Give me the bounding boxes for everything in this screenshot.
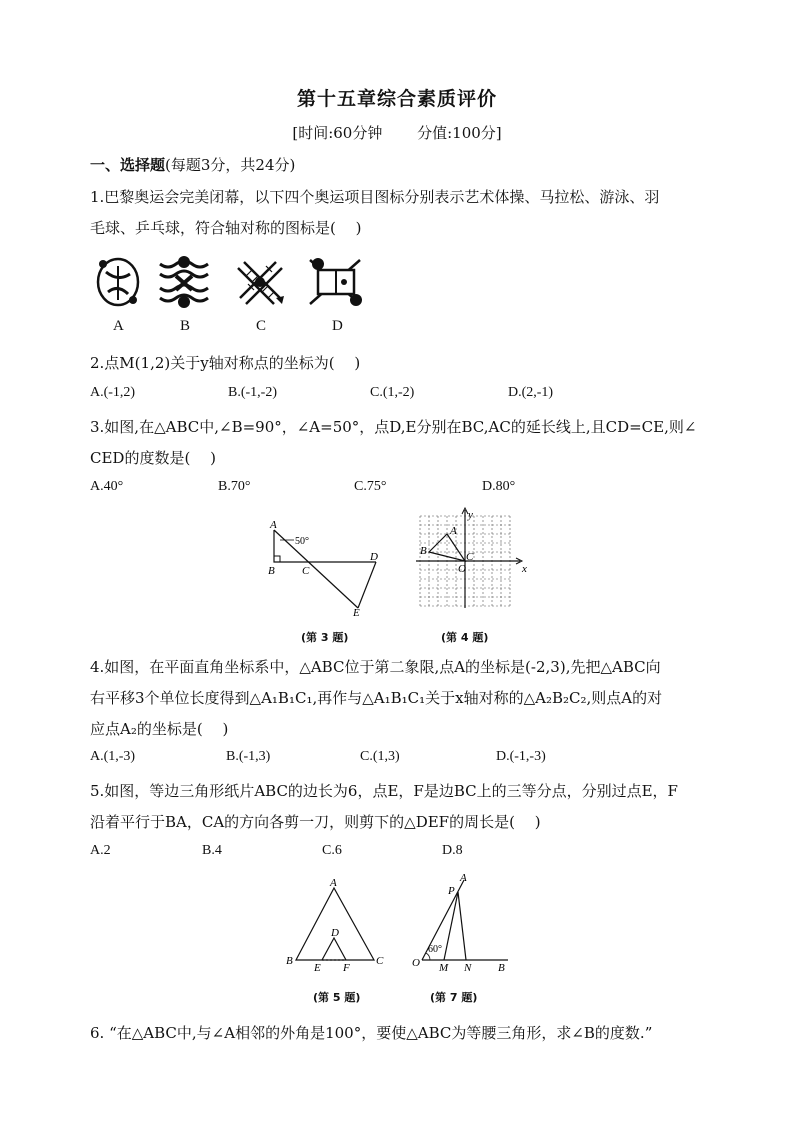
- q1-icon-a-gymnastics: [94, 254, 142, 310]
- fig3-label-a: A: [270, 519, 277, 531]
- exam-info: [时间:60分钟 分值:100分]: [292, 124, 502, 142]
- q6-text: 6. “在△ABC中,与∠A相邻的外角是100°，要使△ABC为等腰三角形，求∠B的度数.”: [90, 1024, 653, 1042]
- fig5-label-b: B: [286, 955, 293, 967]
- section-note: (每题3分，共24分): [165, 156, 296, 174]
- fig7-label-p: P: [448, 885, 455, 897]
- q2-option-c: C.(1,-2): [370, 385, 415, 400]
- fig4-label-b: B: [420, 545, 427, 557]
- fig3-label-d: D: [370, 551, 378, 563]
- fig4-label-x: x: [522, 563, 527, 575]
- fig7-caption: (第 7 题): [430, 991, 478, 1004]
- fig5-label-c: C: [376, 955, 384, 967]
- q1-icon-label-c: C: [256, 318, 267, 334]
- q2-option-a: A.(-1,2): [90, 385, 136, 400]
- q3-option-b: B.70°: [218, 479, 251, 494]
- fig5-label-d: D: [331, 927, 339, 939]
- q5-text-line1: 5.如图，等边三角形纸片ABC的边长为6，点E，F是边BC上的三等分点，分别过点E，F: [90, 782, 678, 800]
- q5-option-b: B.4: [202, 843, 222, 858]
- q1-icon-b-marathon: [158, 254, 210, 310]
- fig7-label-a: A: [460, 872, 467, 884]
- figure-4-grid: [410, 508, 528, 612]
- page-title: 第十五章综合素质评价: [296, 88, 497, 110]
- q3-text-line2: CED的度数是( ): [90, 449, 216, 467]
- q2-text: 2.点M(1,2)关于y轴对称点的坐标为( ): [90, 354, 361, 372]
- q2-option-b: B.(-1,-2): [228, 385, 277, 400]
- fig3-label-b: B: [268, 565, 275, 577]
- q5-text-line2: 沿着平行于BA，CA的方向各剪一刀，则剪下的△DEF的周长是( ): [90, 813, 541, 831]
- fig4-label-y: y: [468, 509, 473, 521]
- q4-option-b: B.(-1,3): [226, 749, 271, 764]
- q1-text-line2: 毛球、乒乓球，符合轴对称的图标是( ): [90, 219, 362, 237]
- q3-option-a: A.40°: [90, 479, 124, 494]
- q4-option-c: C.(1,3): [360, 749, 400, 764]
- q1-icon-label-b: B: [180, 318, 191, 334]
- figure-7-angle: [408, 872, 520, 972]
- q1-icon-c-swimming: [232, 254, 288, 310]
- q5-option-c: C.6: [322, 843, 342, 858]
- fig5-caption: (第 5 题): [313, 991, 361, 1004]
- fig4-label-a: A: [450, 525, 457, 537]
- q4-option-d: D.(-1,-3): [496, 749, 546, 764]
- fig5-label-e: E: [314, 962, 321, 974]
- fig5-label-a: A: [330, 877, 337, 889]
- fig3-label-e: E: [353, 607, 360, 619]
- q4-text-line2: 右平移3个单位长度得到△A₁B₁C₁,再作与△A₁B₁C₁关于x轴对称的△A₂B₂C₂,则点A的对: [90, 689, 663, 707]
- q1-icon-label-d: D: [332, 318, 343, 334]
- section-heading: [90, 154, 295, 175]
- fig7-label-b: B: [498, 962, 505, 974]
- q3-option-c: C.75°: [354, 479, 387, 494]
- fig3-label-c: C: [302, 565, 310, 577]
- figure-5-triangle: [284, 877, 386, 974]
- q3-option-d: D.80°: [482, 479, 516, 494]
- fig7-label-n: N: [464, 962, 472, 974]
- fig3-caption: (第 3 题): [301, 631, 349, 644]
- q3-text-line1: 3.如图,在△ABC中,∠B=90°，∠A=50°，点D,E分别在BC,AC的延长线上,且CD=CE,则∠: [90, 418, 697, 436]
- q5-option-a: A.2: [90, 843, 111, 858]
- fig7-label-angle: 60°: [428, 944, 442, 955]
- q1-icon-label-a: A: [113, 318, 124, 334]
- section-name: 一、选择题: [90, 156, 166, 174]
- fig7-label-m: M: [439, 962, 449, 974]
- fig7-label-o: O: [412, 957, 420, 969]
- q2-option-d: D.(2,-1): [508, 385, 554, 400]
- fig4-label-o: O: [458, 563, 466, 575]
- q5-option-d: D.8: [442, 843, 463, 858]
- figure-3-triangle: [262, 516, 392, 619]
- q4-option-a: A.(1,-3): [90, 749, 136, 764]
- q1-icon-d-table-tennis: [306, 254, 366, 310]
- fig4-caption: (第 4 题): [441, 631, 489, 644]
- fig3-label-angle: 50°: [295, 536, 309, 547]
- fig5-label-f: F: [343, 962, 350, 974]
- fig4-label-c: C: [466, 551, 474, 563]
- q4-text-line1: 4.如图，在平面直角坐标系中，△ABC位于第二象限,点A的坐标是(-2,3),先把△ABC向: [90, 658, 661, 676]
- q1-text-line1: 1.巴黎奥运会完美闭幕，以下四个奥运项目图标分别表示艺术体操、马拉松、游泳、羽: [90, 188, 660, 206]
- q4-text-line3: 应点A₂的坐标是( ): [90, 720, 229, 738]
